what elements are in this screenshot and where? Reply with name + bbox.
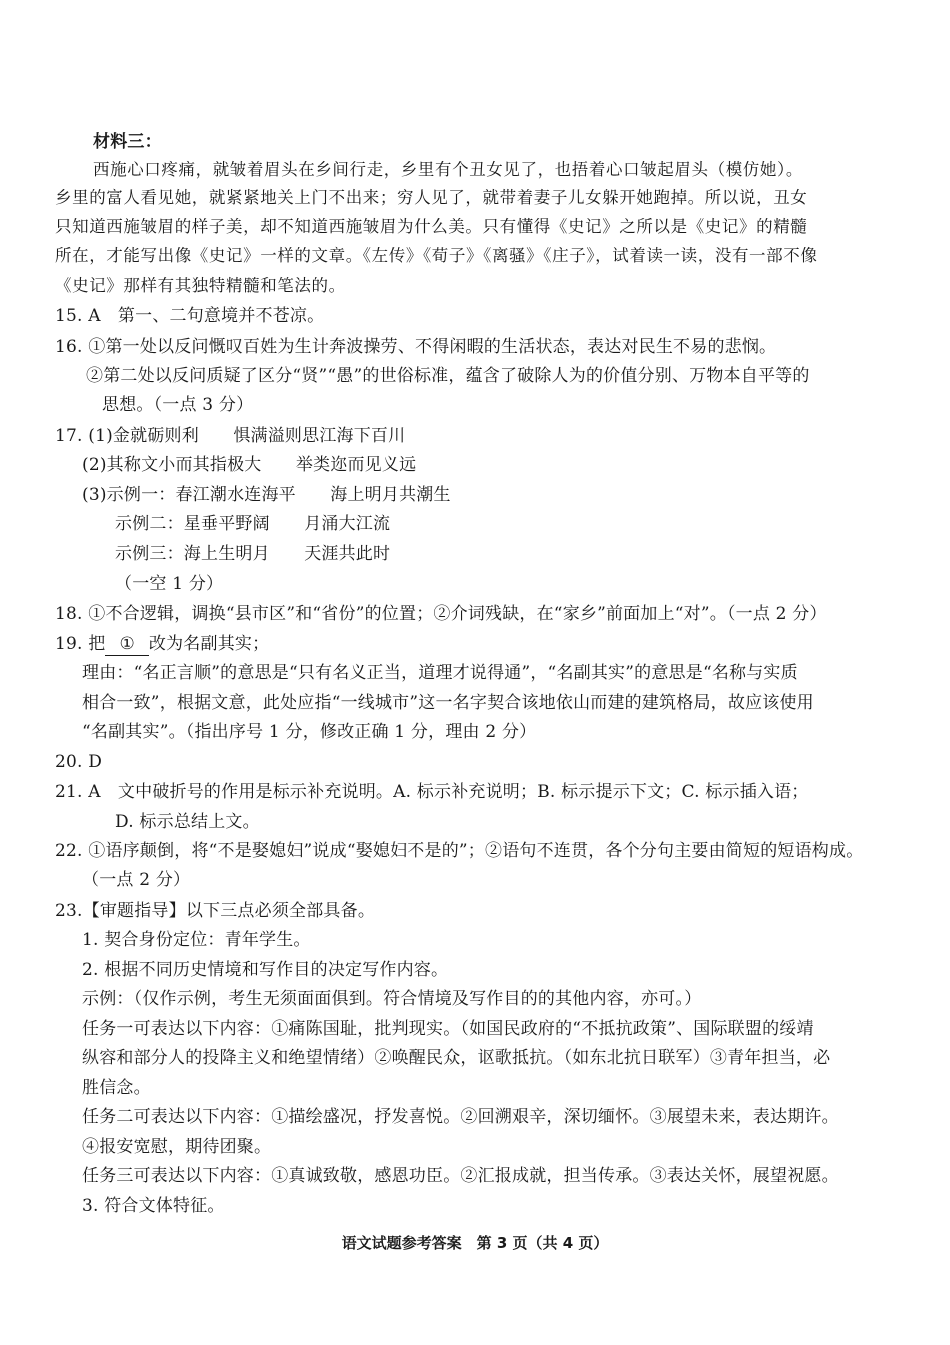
answer-23-line: 3. 符合文体特征。 xyxy=(82,1196,225,1216)
page-footer: 语文试题参考答案 第 3 页（共 4 页） xyxy=(341,1234,609,1252)
answer-21-line: D. 标示总结上文。 xyxy=(115,812,260,832)
answer-16-line: 16. ①第一处以反问慨叹百姓为生计奔波操劳、不得闲暇的生活状态，表达对民生不易的悲悯。 xyxy=(55,337,777,357)
answer-19-reason: 理由：“名正言顺”的意思是“只有名义正当，道理才说得通”，“名副其实”的意思是“名称与实质 xyxy=(82,663,798,683)
answer-17-line: 示例三：海上生明月 天涯共此时 xyxy=(115,544,391,564)
answer-17-line: （一空 1 分） xyxy=(115,574,224,594)
answer-23-line: 任务二可表达以下内容：①描绘盛况，抒发喜悦。②回溯艰辛，深切缅怀。③展望未来，表达期许。 xyxy=(82,1107,839,1127)
answer-23-line: 任务三可表达以下内容：①真诚致敬，感恩功臣。②汇报成就，担当传承。③表达关怀，展望祝愿。 xyxy=(82,1166,839,1186)
answer-18: 18. ①不合逻辑，调换“县市区”和“省份”的位置；②介词残缺，在“家乡”前面加上“对”。（一点 2 分） xyxy=(55,604,827,624)
answer-21-line: 21. A 文中破折号的作用是标示补充说明。A. 标示补充说明；B. 标示提示下文；C. 标示插入语； xyxy=(55,782,809,802)
answer-17-line: (3)示例一：春江潮水连海平 海上明月共潮生 xyxy=(82,485,451,505)
material3-line: 西施心口疼痛，就皱着眉头在乡间行走，乡里有个丑女见了，也捂着心口皱起眉头（模仿她）。 xyxy=(93,160,803,179)
material3-heading: 材料三： xyxy=(93,132,162,152)
material3-line: 乡里的富人看见她，就紧紧地关上门不出来；穷人见了，就带着妻子儿女躲开她跑掉。所以说，丑女 xyxy=(55,188,808,207)
answer-23-line: 示例：（仅作示例，考生无须面面俱到。符合情境及写作目的的其他内容，亦可。） xyxy=(82,989,702,1009)
answer-23-line: 23.【审题指导】以下三点必须全部具备。 xyxy=(55,901,376,921)
answer-19-prefix: 19. 把 xyxy=(55,634,106,654)
answer-17-line: (2)其称文小而其指极大 举类迩而见义远 xyxy=(82,455,417,475)
answer-19-reason: “名副其实”。（指出序号 1 分，修改正确 1 分，理由 2 分） xyxy=(82,722,537,742)
answer-23-line: 纵容和部分人的投降主义和绝望情绪）②唤醒民众，讴歌抵抗。（如东北抗日联军）③青年担当，必 xyxy=(82,1048,831,1068)
answer-20: 20. D xyxy=(55,752,103,772)
answer-16-line: 思想。（一点 3 分） xyxy=(102,395,254,415)
answer-23-line: 2. 根据不同历史情境和写作目的决定写作内容。 xyxy=(82,960,449,980)
answer-19-line xyxy=(55,633,269,656)
answer-19-blank: ① xyxy=(105,633,148,656)
answer-23-line: 胜信念。 xyxy=(82,1078,151,1098)
answer-23-line: ④报安宽慰，期待团聚。 xyxy=(82,1137,272,1157)
answer-22-line: 22. ①语序颠倒，将“不是娶媳妇”说成“娶媳妇不是的”；②语句不连贯，各个分句主要由简短的短语构成。 xyxy=(55,841,864,861)
answer-23-line: 任务一可表达以下内容：①痛陈国耻，批判现实。（如国民政府的“不抵抗政策”、国际联盟的绥靖 xyxy=(82,1019,814,1039)
material3-line: 只知道西施皱眉的样子美，却不知道西施皱眉为什么美。只有懂得《史记》之所以是《史记》的精髓 xyxy=(55,217,808,236)
answer-16-line: ②第二处以反问质疑了区分“贤”“愚”的世俗标准，蕴含了破除人为的价值分别、万物本自平等的 xyxy=(86,366,810,386)
answer-17-line: 示例二：星垂平野阔 月涌大江流 xyxy=(115,514,391,534)
answer-22-line: （一点 2 分） xyxy=(82,870,191,890)
answer-23-line: 1. 契合身份定位：青年学生。 xyxy=(82,930,311,950)
answer-19-suffix: 改为名副其实； xyxy=(148,634,270,654)
material3-line: 《史记》那样有其独特精髓和笔法的。 xyxy=(55,276,346,295)
answer-19-reason: 相合一致”，根据文意，此处应指“一线城市”这一名字契合该地依山而建的建筑格局，故应该使用 xyxy=(82,693,814,713)
answer-15: 15. A 第一、二句意境并不苍凉。 xyxy=(55,306,325,326)
material3-line: 所在，才能写出像《史记》一样的文章。《左传》《荀子》《离骚》《庄子》，试着读一读，没有一部不像 xyxy=(55,246,818,265)
answer-17-line: 17. (1)金就砺则利 惧满溢则思江海下百川 xyxy=(55,426,406,446)
